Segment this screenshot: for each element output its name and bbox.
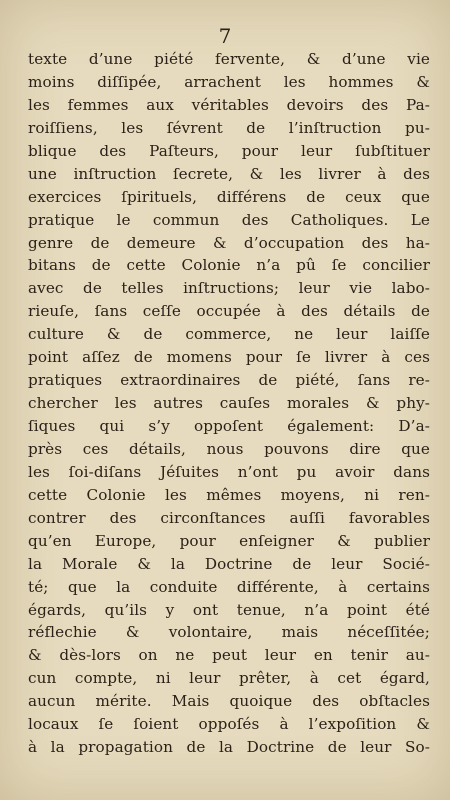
text-line: près ces détails, nous pouvons dire que (28, 439, 430, 458)
text-line: point aſſez de momens pour ſe livrer à ces (28, 348, 430, 367)
body-text (28, 48, 430, 759)
text-line: moins diſſipée, arrachent les hommes & (28, 72, 430, 91)
page-number: 7 (218, 24, 232, 48)
text-line: bitans de cette Colonie n’a pû ſe concilier (28, 256, 430, 275)
text-line: aucun mérite. Mais quoique des obſtacles (28, 692, 430, 711)
text-line: cun compte, ni leur prêter, à cet égard, (28, 669, 430, 688)
text-line: cette Colonie les mêmes moyens, ni ren- (28, 485, 430, 504)
text-line: rieuſe, ſans ceſſe occupée à des détails de (28, 302, 430, 321)
text-line: texte d’une piété fervente, & d’une vie (28, 50, 430, 68)
text-line: locaux ſe ſoient oppoſés à l’expoſition & (28, 715, 430, 734)
text-line: contrer des circonſtances auſſi favorables (28, 508, 430, 527)
text-line: té; que la conduite différente, à certains (28, 577, 430, 596)
text-line: réflechie & volontaire, mais néceſſitée; (28, 623, 430, 642)
text-line: pratiques extraordinaires de piété, ſans re- (28, 371, 430, 390)
text-line: roiſſiens, les ſévrent de l’inſtruction pu- (28, 118, 430, 137)
text-line: genre de demeure & d’occupation des ha- (28, 233, 430, 252)
text-line: pratique le commun des Catholiques. Le (28, 210, 430, 229)
text-line: exercices ſpirituels, différens de ceux que (28, 187, 430, 206)
text-line: & dès-lors on ne peut leur en tenir au- (28, 646, 430, 665)
text-line: culture & de commerce, ne leur laiſſe (28, 325, 430, 344)
text-line: blique des Paſteurs, pour leur ſubſtituer (28, 141, 430, 160)
text-line: chercher les autres cauſes morales & phy- (28, 394, 430, 413)
text-line: la Morale & la Doctrine de leur Socié- (28, 554, 430, 573)
text-line: avec de telles inſtructions; leur vie labo- (28, 279, 430, 298)
text-line: une inſtruction ſecrete, & les livrer à des (28, 164, 430, 183)
text-line: à la propagation de la Doctrine de leur So- (28, 738, 430, 757)
text-line: égards, qu’ils y ont tenue, n’a point été (28, 600, 430, 619)
text-line: les ſoi-diſans Jéſuites n’ont pu avoir dans (28, 462, 430, 481)
text-line: ſiques qui s’y oppoſent également: D’a- (28, 417, 430, 435)
text-line: les femmes aux véritables devoirs des Pa- (28, 95, 430, 114)
text-line: qu’en Europe, pour enſeigner & publier (28, 531, 430, 550)
